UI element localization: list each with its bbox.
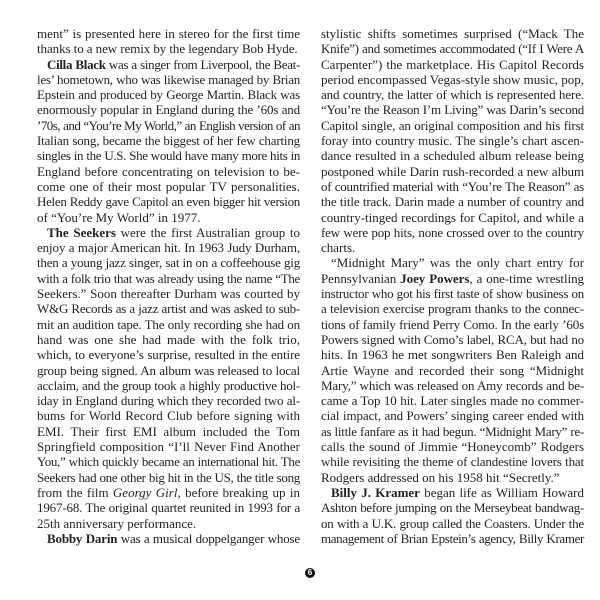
text-run: enjoy a major American hit. In 1963 Judy Durham, bbox=[37, 240, 300, 256]
left-column bbox=[37, 26, 300, 546]
text-line bbox=[321, 347, 584, 362]
text-line bbox=[321, 225, 584, 240]
text-run: You,” which quickly became an international hit. The bbox=[37, 454, 300, 470]
text-run: Seekers had one other big hit in the US, the title song bbox=[37, 469, 300, 485]
text-line bbox=[37, 57, 300, 72]
text-line bbox=[321, 210, 584, 225]
text-line bbox=[321, 393, 584, 408]
text-run: ’70s, and “You’re My World,” an English version of an bbox=[37, 117, 300, 133]
text-line bbox=[37, 363, 300, 378]
text-run: Springfield composition “I’ll Never Find Another bbox=[37, 439, 300, 455]
text-run: was a singer from Liverpool, the Beat- bbox=[105, 56, 300, 72]
text-run: country-tinged recordings for Capitol, and while a bbox=[321, 209, 584, 225]
film-title: Georgy Girl bbox=[112, 484, 178, 500]
text-line bbox=[321, 41, 584, 56]
text-run: postponed while Darin rush-recorded a new album bbox=[321, 163, 584, 179]
text-run: 1967-68. The original quartet reunited in 1993 for a bbox=[37, 500, 300, 516]
text-run: tions of family friend Perry Como. In the early ’60s bbox=[321, 316, 584, 332]
text-run: , a one-time wrestling bbox=[469, 270, 585, 286]
text-run: iday in England during which they recorded two al- bbox=[37, 393, 300, 409]
text-run: 25th anniversary performance. bbox=[37, 515, 197, 531]
text-line bbox=[321, 363, 584, 378]
text-line bbox=[321, 301, 584, 316]
text-run: , before breaking up in bbox=[177, 484, 300, 500]
text-line bbox=[321, 332, 584, 347]
text-run: acclaim, and the group took a highly productive hol- bbox=[37, 377, 300, 393]
text-line bbox=[37, 240, 300, 255]
text-line bbox=[37, 194, 300, 209]
text-line bbox=[37, 271, 300, 286]
text-run: hits. In 1963 he met songwriters Ben Raleigh and bbox=[321, 347, 584, 363]
text-run: then a young jazz singer, sat in on a coffeehouse gig bbox=[37, 255, 300, 271]
text-line bbox=[321, 378, 584, 393]
text-run: enormously popular in England during the ’60s and bbox=[37, 102, 300, 118]
text-run: on with a U.K. group called the Coasters. Under the bbox=[321, 515, 584, 531]
text-line bbox=[321, 255, 584, 270]
text-run: foray into country music. The single’s chart ascen- bbox=[321, 133, 584, 149]
text-line bbox=[37, 454, 300, 469]
text-line bbox=[37, 41, 300, 56]
artist-name: Billy J. Kramer bbox=[331, 484, 420, 500]
text-run: Seekers.” Soon thereafter Durham was courted by bbox=[37, 286, 300, 302]
text-run: England before concentrating on television to be- bbox=[37, 163, 300, 179]
text-run: management of Brian Epstein’s agency, Billy Kramer bbox=[321, 530, 584, 546]
text-line bbox=[37, 531, 300, 546]
text-line bbox=[321, 500, 584, 515]
text-run: from the film bbox=[37, 484, 113, 500]
text-run: instructor who got his first taste of show business on bbox=[321, 286, 584, 302]
text-line bbox=[321, 57, 584, 72]
text-line bbox=[321, 240, 584, 255]
text-line bbox=[321, 424, 584, 439]
text-run: thanks to a new remix by the legendary Bob Hyde. bbox=[37, 41, 298, 57]
text-line bbox=[321, 317, 584, 332]
text-line bbox=[321, 286, 584, 301]
text-run: W&G Records as a jazz artist and was asked to sub- bbox=[37, 301, 300, 317]
artist-name: Cilla Black bbox=[47, 56, 106, 72]
text-line bbox=[321, 271, 584, 286]
text-run: were the first Australian group to bbox=[115, 224, 300, 240]
text-line bbox=[321, 148, 584, 163]
text-run: Pennsylvanian bbox=[321, 270, 401, 286]
text-run: Capitol single, an original composition and his first bbox=[321, 117, 584, 133]
text-run: and country, the latter of which is represented here. bbox=[321, 87, 584, 103]
text-line bbox=[37, 26, 300, 41]
text-run: cial impact, and Powers’ singing career ended with bbox=[321, 408, 584, 424]
right-column bbox=[321, 26, 584, 546]
text-line bbox=[321, 102, 584, 117]
text-line bbox=[37, 210, 300, 225]
text-run: ment” is presented here in stereo for the first time bbox=[37, 26, 300, 41]
text-run: Powers signed with Como’s label, RCA, but had no bbox=[321, 331, 584, 347]
text-run: as little fanfare as it had begun. “Midnight Mary” re- bbox=[321, 423, 584, 439]
text-line bbox=[321, 470, 584, 485]
text-line bbox=[37, 470, 300, 485]
text-line bbox=[37, 255, 300, 270]
text-run: Epstein and produced by George Martin. Black was bbox=[37, 87, 300, 103]
text-line bbox=[37, 500, 300, 515]
text-line bbox=[37, 148, 300, 163]
text-run: “Midnight Mary” was the only chart entry for bbox=[331, 255, 584, 271]
text-line bbox=[321, 531, 584, 546]
text-line bbox=[321, 72, 584, 87]
text-line bbox=[37, 286, 300, 301]
text-line bbox=[37, 485, 300, 500]
page-number: 6 bbox=[305, 568, 315, 578]
text-run: Ashton before jumping on the Merseybeat bandwag- bbox=[321, 500, 584, 516]
text-run: Helen Reddy gave Capitol an even bigger hit version bbox=[37, 194, 300, 210]
text-run: which, to everyone’s surprise, resulted in the entire bbox=[37, 347, 300, 363]
text-run: while revisiting the theme of clandestine lovers that bbox=[321, 454, 584, 470]
text-run: with a folk trio that was already using the name “The bbox=[37, 270, 300, 286]
text-run: mit an audition tape. The only recording she had on bbox=[37, 316, 300, 332]
text-run: bums for World Record Club before signing with bbox=[37, 408, 300, 424]
text-line bbox=[37, 332, 300, 347]
text-run: hand was one she had made with the folk trio, bbox=[37, 331, 300, 347]
text-line bbox=[321, 194, 584, 209]
text-line bbox=[37, 317, 300, 332]
text-run: began life as William Howard bbox=[419, 484, 584, 500]
text-run: few were pop hits, none crossed over to the country bbox=[321, 224, 584, 240]
text-run: les’ hometown, who was likewise managed by Brian bbox=[37, 71, 300, 87]
text-line bbox=[37, 102, 300, 117]
text-line bbox=[37, 225, 300, 240]
text-run: of “You’re My World” in 1977. bbox=[37, 209, 201, 225]
text-line bbox=[37, 72, 300, 87]
text-run: charts. bbox=[321, 240, 356, 256]
artist-name: Joey Powers bbox=[400, 270, 470, 286]
text-line bbox=[321, 87, 584, 102]
text-run: Artie Wayne and recorded their song “Midnight bbox=[321, 362, 584, 378]
text-run: dance resulted in a scheduled album release being bbox=[321, 148, 584, 164]
artist-name: The Seekers bbox=[47, 224, 116, 240]
text-run: Carpenter”) the marketplace. His Capitol Records bbox=[321, 56, 584, 72]
text-run: stylistic shifts sometimes surprised (“Mack The bbox=[321, 26, 584, 41]
text-run: Rodgers addressed on his 1958 hit “Secretly.” bbox=[321, 469, 560, 485]
text-line bbox=[321, 26, 584, 41]
text-run: singles in the U.S. She would have many more hits in bbox=[37, 148, 300, 164]
text-line bbox=[321, 516, 584, 531]
text-run: period encompassed Vegas-style show music, pop, bbox=[321, 71, 584, 87]
text-run: EMI. Their first EMI album included the Tom bbox=[37, 423, 300, 439]
text-line bbox=[37, 439, 300, 454]
text-line bbox=[37, 301, 300, 316]
text-line bbox=[37, 347, 300, 362]
text-run: came a Top 10 hit. Later singles made no commer- bbox=[321, 393, 584, 409]
text-line bbox=[321, 133, 584, 148]
text-run: the title track. Darin made a number of country and bbox=[321, 194, 584, 210]
text-line bbox=[321, 439, 584, 454]
text-line bbox=[37, 516, 300, 531]
text-line bbox=[37, 164, 300, 179]
text-run: “You’re the Reason I’m Living” was Darin’s second bbox=[321, 102, 584, 118]
text-run: Mary,” which was released on Amy records and be- bbox=[321, 377, 584, 393]
text-line bbox=[321, 408, 584, 423]
text-line bbox=[321, 485, 584, 500]
text-line bbox=[321, 454, 584, 469]
text-run: Italian song, became the biggest of her few charting bbox=[37, 133, 300, 149]
text-line bbox=[37, 408, 300, 423]
text-line bbox=[37, 133, 300, 148]
text-line bbox=[37, 87, 300, 102]
text-run: was a musical doppelganger whose bbox=[117, 530, 301, 546]
text-run: a television exercise program thanks to the connec- bbox=[321, 301, 584, 317]
text-run: Knife”) and sometimes accommodated (“If I Were A bbox=[321, 41, 584, 57]
text-line bbox=[37, 378, 300, 393]
text-run: come one of their most popular TV personalities. bbox=[37, 178, 300, 194]
text-line bbox=[321, 179, 584, 194]
text-line bbox=[321, 164, 584, 179]
text-line bbox=[321, 118, 584, 133]
text-line bbox=[37, 424, 300, 439]
text-line bbox=[37, 179, 300, 194]
text-line bbox=[37, 118, 300, 133]
text-line bbox=[37, 393, 300, 408]
artist-name: Bobby Darin bbox=[47, 530, 118, 546]
text-run: group being signed. An album was released to local bbox=[37, 362, 300, 378]
text-run: of countrified material with “You’re The Reason” as bbox=[321, 178, 584, 194]
text-run: calls the sound of Jimmie “Honeycomb” Rodgers bbox=[321, 439, 584, 455]
